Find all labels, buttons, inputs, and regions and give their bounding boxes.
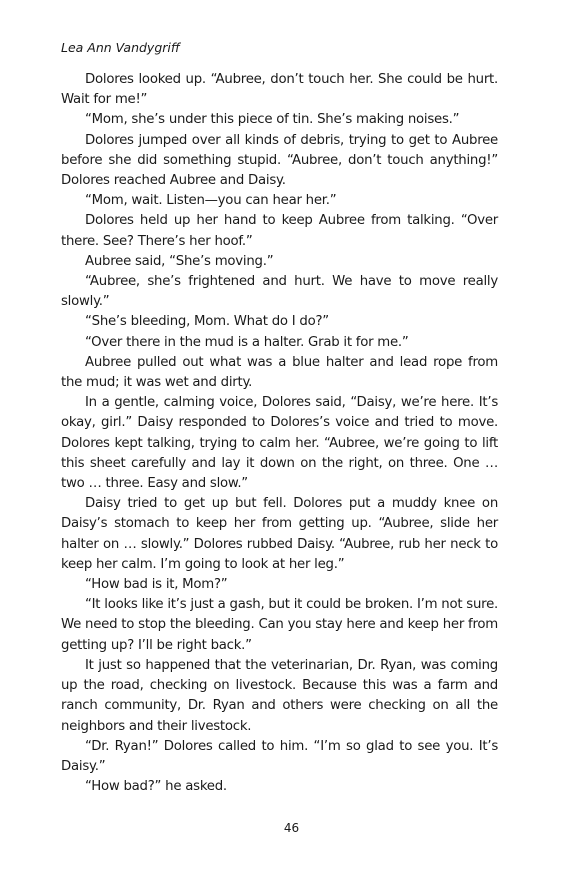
body-text [61, 70, 498, 797]
paragraph: Dolores looked up. “Aubree, don’t touch her. She could be hurt. Wait for me!” [61, 72, 498, 108]
paragraph: Aubree pulled out what was a blue halter and lead rope from the mud; it was wet and dirty. [61, 354, 498, 391]
paragraph: In a gentle, calming voice, Dolores said, “Daisy, we’re here. It’s okay, girl.” Daisy responded to Dolores’s voice and tried to move. Dolores kept talking, trying to calm her. “Aubree, we’re going to lift this sheet carefully and lay it down on the right, on three. One … two … three. Easy and slow.” [61, 395, 498, 492]
paragraph: “Dr. Ryan!” Dolores called to him. “I’m so glad to see you. It’s Daisy.” [61, 738, 498, 774]
paragraph: Dolores held up her hand to keep Aubree from talking. “Over there. See? There’s her hoof.” [61, 213, 498, 249]
paragraph: “Mom, wait. Listen—you can hear her.” [85, 193, 337, 209]
running-head-author: Lea Ann Vandygriff [61, 40, 180, 55]
paragraph: “It looks like it’s just a gash, but it could be broken. I’m not sure. We need to stop the bleeding. Can you stay here and keep her from getting up? I’ll be right back.” [61, 597, 498, 653]
paragraph: “Mom, she’s under this piece of tin. She’s making noises.” [85, 112, 460, 128]
paragraph: Aubree said, “She’s moving.” [85, 253, 274, 269]
paragraph: Daisy tried to get up but fell. Dolores put a muddy knee on Daisy’s stomach to keep her from getting up. “Aubree, slide her halter on … slowly.” Dolores rubbed Daisy. “Aubree, rub her neck to keep her calm. I’m going to look at her leg.” [61, 496, 498, 572]
paragraph: It just so happened that the veterinarian, Dr. Ryan, was coming up the road, checking on livestock. Because this was a farm and ranch community, Dr. Ryan and others were checking on all the neighbors and their livestock. [61, 657, 498, 734]
paragraph: “Aubree, she’s frightened and hurt. We have to move really slowly.” [61, 274, 498, 310]
paragraph: “How bad?” he asked. [85, 779, 227, 795]
page-number: 46 [283, 821, 300, 835]
paragraph: “How bad is it, Mom?” [85, 577, 228, 593]
paragraph: “She’s bleeding, Mom. What do I do?” [85, 314, 329, 330]
paragraph: “Over there in the mud is a halter. Grab it for me.” [85, 334, 409, 350]
paragraph: Dolores jumped over all kinds of debris, trying to get to Aubree before she did something stupid. “Aubree, don’t touch anything!” Dolores reached Aubree and Daisy. [61, 132, 498, 189]
